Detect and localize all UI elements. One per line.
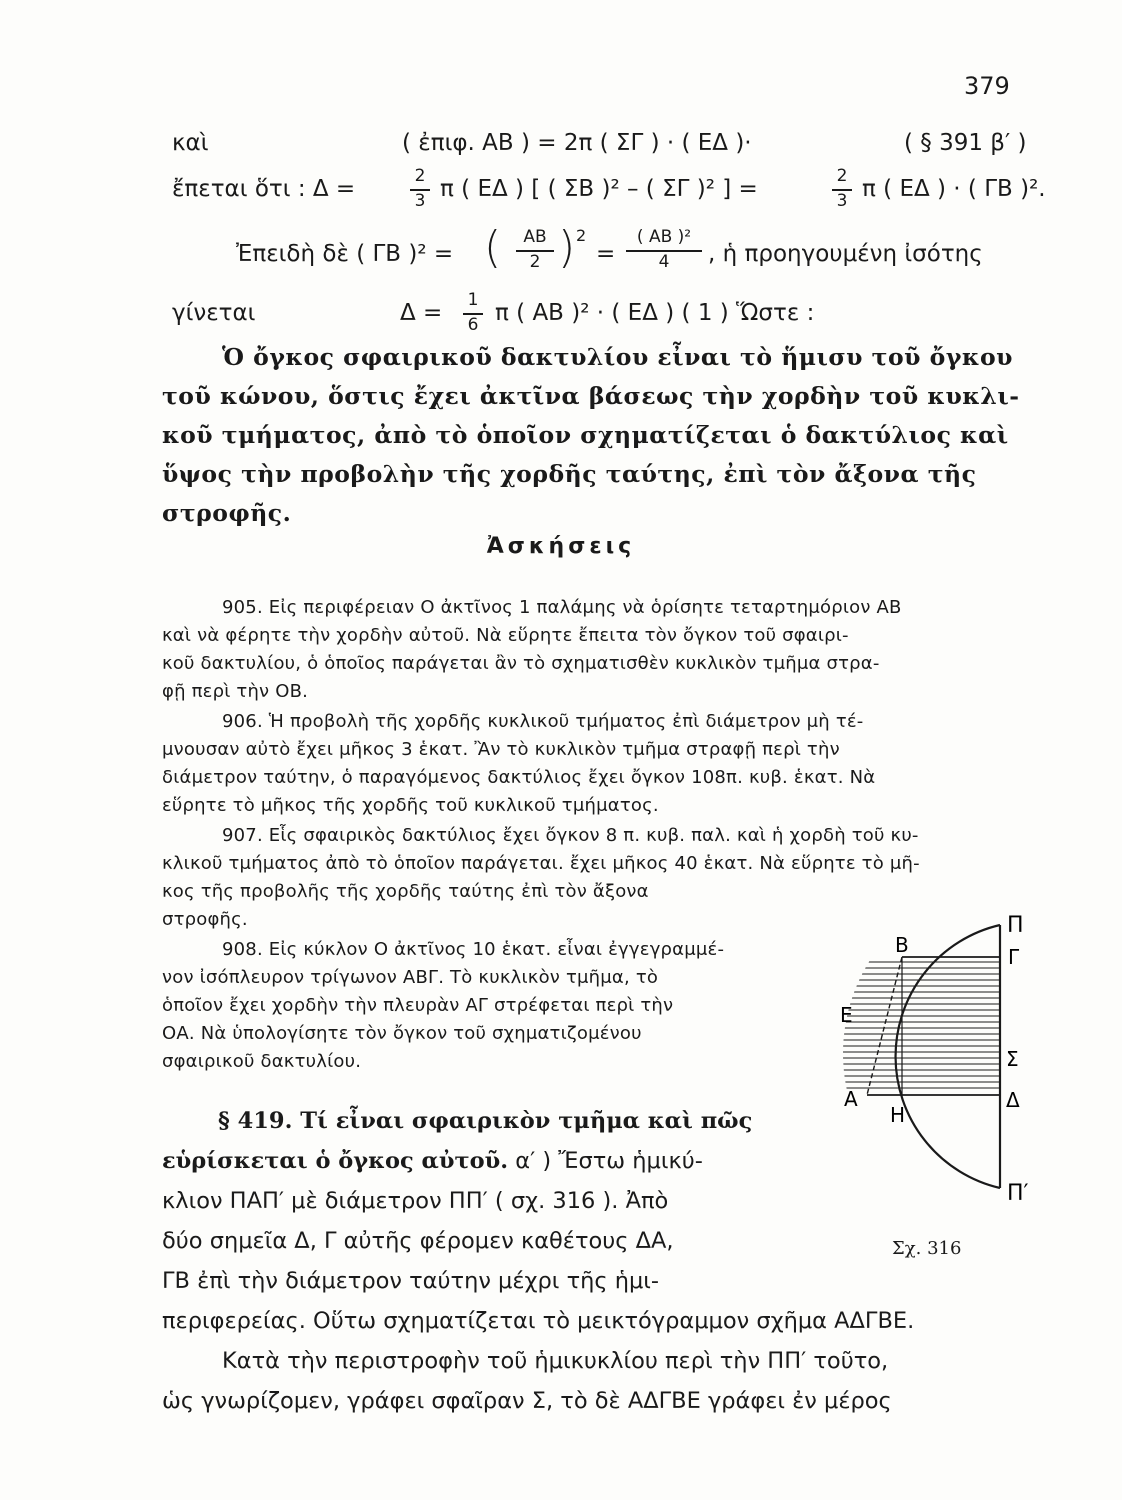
- figure-caption: Σχ. 316: [892, 1238, 962, 1259]
- exercise-line: 906. Ἡ προβολὴ τῆς χορδῆς κυκλικοῦ τμήματος ἐπὶ διάμετρον μὴ τέ-: [222, 711, 864, 732]
- theorem-line: κοῦ τμήματος, ἀπὸ τὸ ὁποῖον σχηματίζεται ὁ δακτύλιος καὶ: [162, 421, 1009, 449]
- frac-3-num: ΑΒ: [523, 227, 547, 247]
- exercise-line: σφαιρικοῦ δακτυλίου.: [162, 1051, 362, 1072]
- exponent: 2: [576, 226, 587, 245]
- exercise-line: εὕρητε τὸ μῆκος τῆς χορδῆς τοῦ κυκλικοῦ τμήματος.: [162, 795, 659, 816]
- exercise-line: καὶ νὰ φέρητε τὴν χορδὴν αὐτοῦ. Νὰ εὕρητε ἔπειτα τὸν ὄγκον τοῦ σφαιρι-: [162, 625, 849, 646]
- equals: =: [596, 241, 616, 267]
- section-text: α′ ) Ἔστω ἡμικύ-: [515, 1148, 703, 1174]
- frac-3b-den: 4: [658, 252, 670, 272]
- exercise-line: μνουσαν αὐτὸ ἔχει μῆκος 3 ἑκατ. Ἂν τὸ κυκλικὸν τμῆμα στραφῇ περὶ τὴν: [162, 739, 840, 760]
- formula-2-mid: π ( ΕΔ ) [ ( ΣΒ )² – ( ΣΓ )² ] =: [440, 176, 758, 202]
- exercise-line: ὁποῖον ἔχει χορδὴν τὴν πλευρὰν ΑΓ στρέφεται περὶ τὴν: [162, 995, 674, 1016]
- big-paren-open: (: [484, 222, 502, 273]
- frac-3b-num: ( ΑΒ )²: [636, 227, 692, 247]
- formula-3-start: Ἐπειδὴ δὲ ( ΓΒ )² =: [236, 241, 454, 267]
- exercise-line: 905. Εἰς περιφέρειαν Ο ἀκτῖνος 1 παλάμης νὰ ὁρίσητε τεταρτημόριον ΑΒ: [222, 597, 902, 618]
- frac-3-den: 2: [529, 252, 541, 272]
- section-title-text: § 419. Τί εἶναι σφαιρικὸν τμῆμα καὶ πῶς: [218, 1108, 753, 1134]
- section-line: περιφερείας. Οὕτω σχηματίζεται τὸ μεικτόγραμμον σχῆμα ΑΔΓΒΕ.: [162, 1308, 915, 1334]
- section-title: [218, 1108, 752, 1134]
- theorem-line: τοῦ κώνου, ὅστις ἔχει ἀκτῖνα βάσεως τὴν χορδὴν τοῦ κυκλι-: [162, 382, 1020, 410]
- figure-316: [830, 910, 1050, 1200]
- exercise-line: 908. Εἰς κύκλον Ο ἀκτῖνος 10 ἑκατ. εἶναι ἐγγεγραμμέ-: [222, 939, 725, 960]
- label-p-prime: Π′: [1007, 1181, 1029, 1200]
- section-line: Κατὰ τὴν περιστροφὴν τοῦ ἡμικυκλίου περὶ τὴν ΠΠ′ τοῦτο,: [222, 1348, 889, 1374]
- page-number: 379: [964, 72, 1010, 100]
- theorem-line: ὕψος τὴν προβολὴν τῆς χορδῆς ταύτης, ἐπὶ τὸν ἄξονα τῆς: [162, 460, 977, 488]
- label-a: Α: [844, 1087, 858, 1111]
- exercise-line: ΟΑ. Νὰ ὑπολογίσητε τὸν ὄγκον τοῦ σχηματιζομένου: [162, 1023, 642, 1044]
- exercises-heading: Ἀσκήσεις: [486, 534, 636, 559]
- label-d: Δ: [1006, 1088, 1020, 1112]
- frac-4-num: 1: [467, 290, 479, 310]
- exercise-line: κος τῆς προβολῆς τῆς χορδῆς ταύτης ἐπὶ τὸν ἄξονα: [162, 881, 649, 902]
- label-e: Ε: [840, 1003, 853, 1027]
- formula-3-end: , ἡ προηγουμένη ἰσότης: [708, 241, 983, 267]
- frac-2-num: 2: [414, 166, 426, 186]
- formula-1-left: καὶ: [172, 130, 209, 156]
- exercise-line: νον ἰσόπλευρον τρίγωνον ΑΒΓ. Τὸ κυκλικὸν τμῆμα, τὸ: [162, 967, 659, 988]
- label-p: Π: [1007, 913, 1024, 938]
- hatching: [830, 962, 1000, 1088]
- section-line: ὡς γνωρίζομεν, γράφει σφαῖραν Σ, τὸ δὲ ΑΔΓΒΕ γράφει ἐν μέρος: [162, 1388, 892, 1414]
- formula-2-start: ἔπεται ὅτι : Δ =: [172, 176, 356, 202]
- theorem-line: Ὁ ὄγκος σφαιρικοῦ δακτυλίου εἶναι τὸ ἥμισυ τοῦ ὄγκου: [222, 343, 1013, 371]
- label-s: Σ: [1006, 1047, 1019, 1071]
- formula-1-ref: ( § 391 β′ ): [904, 130, 1027, 156]
- formula-1: ( ἐπιφ. ΑΒ ) = 2π ( ΣΓ ) · ( ΕΔ )·: [402, 130, 752, 156]
- frac-2-den: 3: [414, 191, 426, 211]
- semicircle-arc: [896, 925, 1000, 1188]
- label-b: Β: [895, 933, 909, 957]
- exercise-line: διάμετρον ταύτην, ὁ παραγόμενος δακτύλιος ἔχει ὄγκον 108π. κυβ. ἑκατ. Νὰ: [162, 767, 876, 788]
- section-subtitle-text: εὑρίσκεται ὁ ὄγκος αὐτοῦ.: [162, 1148, 509, 1174]
- section-line: ΓΒ ἐπὶ τὴν διάμετρον ταύτην μέχρι τῆς ἡμι-: [162, 1268, 660, 1294]
- exercise-line: κοῦ δακτυλίου, ὁ ὁποῖος παράγεται ἂν τὸ σχηματισθὲν κυκλικὸν τμῆμα στρα-: [162, 653, 880, 674]
- formula-4-delta: Δ =: [400, 300, 443, 326]
- theorem-line: στροφῆς.: [162, 499, 292, 527]
- frac-2b-den: 3: [836, 191, 848, 211]
- exercise-line: στροφῆς.: [162, 909, 248, 930]
- section-line: δύο σημεῖα Δ, Γ αὐτῆς φέρομεν καθέτους ΔΑ,: [162, 1228, 674, 1254]
- formula-4-end: π ( ΑΒ )² · ( ΕΔ ) ( 1 ) Ὥστε :: [495, 300, 815, 326]
- exercise-line: κλικοῦ τμήματος ἀπὸ τὸ ὁποῖον παράγεται. ἔχει μῆκος 40 ἑκατ. Νὰ εὕρητε τὸ μῆ-: [162, 853, 920, 874]
- label-h: Η: [890, 1103, 906, 1127]
- exercise-line: 907. Εἷς σφαιρικὸς δακτύλιος ἔχει ὄγκον 8 π. κυβ. παλ. καὶ ἡ χορδὴ τοῦ κυ-: [222, 825, 919, 846]
- formula-4-start: γίνεται: [172, 300, 256, 326]
- frac-2b-num: 2: [836, 166, 848, 186]
- big-paren-close: ): [558, 222, 576, 273]
- frac-4-den: 6: [467, 315, 479, 335]
- section-line: κλιον ΠΑΠ′ μὲ διάμετρον ΠΠ′ ( σχ. 316 ). Ἀπὸ: [162, 1188, 669, 1214]
- section-subtitle: [162, 1148, 703, 1174]
- exercise-line: φῇ περὶ τὴν ΟΒ.: [162, 681, 309, 702]
- label-g: Γ: [1008, 945, 1020, 969]
- formula-2-end: π ( ΕΔ ) · ( ΓΒ )².: [862, 176, 1046, 202]
